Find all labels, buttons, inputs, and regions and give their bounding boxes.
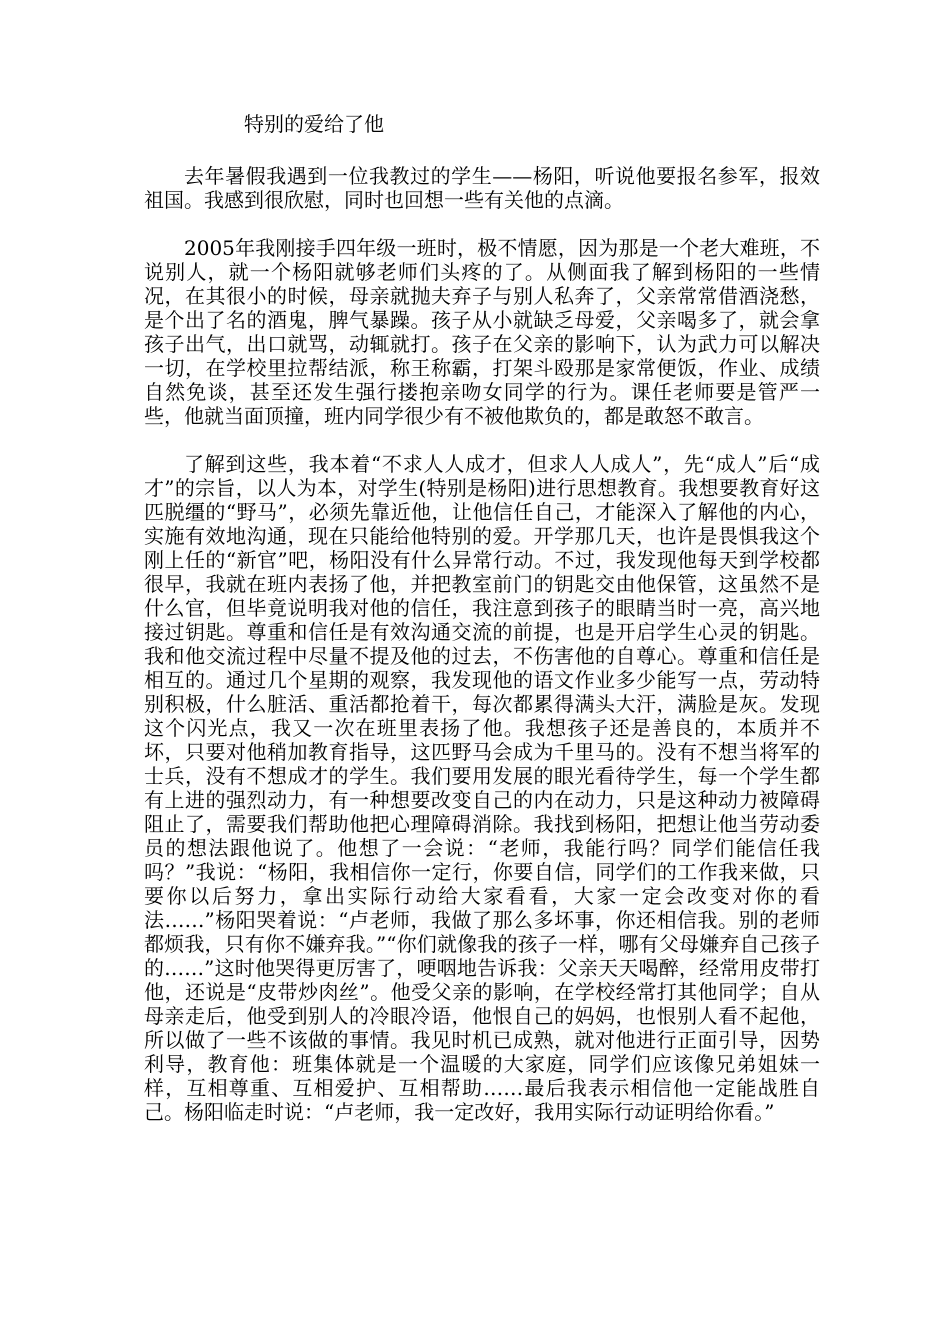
document-body: [144, 112, 820, 1124]
spacer: [144, 212, 820, 236]
document-title: 特别的爱给了他: [244, 112, 384, 136]
paragraph-background: 2005年我刚接手四年级一班时，极不情愿，因为那是一个老大难班，不说别人，就一个杨阳就够老师们头疼的了。从侧面我了解到杨阳的一些情况，在其很小的时候，母亲就抛夫弃子与别人私奔了，父亲常常借酒浇愁，是个出了名的酒鬼，脾气暴躁。孩子从小就缺乏母爱，父亲喝多了，就会拿孩子出气，出口就骂，动辄就打。孩子在父亲的影响下，认为武力可以解决一切，在学校里拉帮结派，称王称霸，打架斗殴那是家常便饭，作业、成绩自然免谈，甚至还发生强行搂抱亲吻女同学的行为。课任老师要是管严一些，他就当面顶撞，班内同学很少有不被他欺负的，都是敢怒不敢言。: [144, 236, 820, 428]
paragraph-approach: 了解到这些，我本着“不求人人成才，但求人人成人”，先“成人”后“成才”的宗旨，以人为本，对学生(特别是杨阳)进行思想教育。我想要教育好这匹脱缰的“野马”，必须先靠近他，让他信任自己，才能深入了解他的内心，实施有效地沟通，现在只能给他特别的爱。开学那几天，也许是畏惧我这个刚上任的“新官”吧，杨阳没有什么异常行动。不过，我发现他每天到学校都很早，我就在班内表扬了他，并把教室前门的钥匙交由他保管，这虽然不是什么官，但毕竟说明我对他的信任，我注意到孩子的眼睛当时一亮，高兴地接过钥匙。尊重和信任是有效沟通交流的前提，也是开启学生心灵的钥匙。我和他交流过程中尽量不提及他的过去，不伤害他的自尊心。尊重和信任是相互的。通过几个星期的观察，我发现他的语文作业多少能写一点，劳动特别积极，什么脏活、重活都抢着干，每次都累得满头大汗，满脸是灰。发现这个闪光点，我又一次在班里表扬了他。我想孩子还是善良的，本质并不坏，只要对他稍加教育指导，这匹野马会成为千里马的。没有不想当将军的士兵，没有不想成才的学生。我们要用发展的眼光看待学生，每一个学生都有上进的强烈动力，有一种想要改变自己的内在动力，只是这种动力被障碍阻止了，需要我们帮助他把心理障碍消除。我找到杨阳，把想让他当劳动委员的想法跟他说了。他想了一会说：“老师，我能行吗？同学们能信任我吗？”我说：“杨阳，我相信你一定行，你要自信，同学们的工作我来做，只要你以后努力，拿出实际行动给大家看看，大家一定会改变对你的看法……”杨阳哭着说：“卢老师，我做了那么多坏事，你还相信我。别的老师都烦我，只有你不嫌弃我。”“你们就像我的孩子一样，哪有父母嫌弃自己孩子的……”这时他哭得更厉害了，哽咽地告诉我：父亲天天喝醉，经常用皮带打他，还说是“皮带炒肉丝”。他受父亲的影响，在学校经常打其他同学；自从母亲走后，他受到别人的冷眼冷语，他恨自己的妈妈，也恨别人看不起他，所以做了一些不该做的事情。我见时机已成熟，就对他进行正面引导，因势利导，教育他：班集体就是一个温暖的大家庭，同学们应该像兄弟姐妹一样，互相尊重、互相爱护、互相帮助……最后我表示相信他一定能战胜自己。杨阳临走时说：“卢老师，我一定改好，我用实际行动证明给你看。”: [144, 452, 820, 1124]
spacer: [144, 428, 820, 452]
paragraph-intro: 去年暑假我遇到一位我教过的学生——杨阳，听说他要报名参军，报效祖国。我感到很欣慰，同时也回想一些有关他的点滴。: [144, 164, 820, 212]
spacer: [144, 136, 820, 164]
